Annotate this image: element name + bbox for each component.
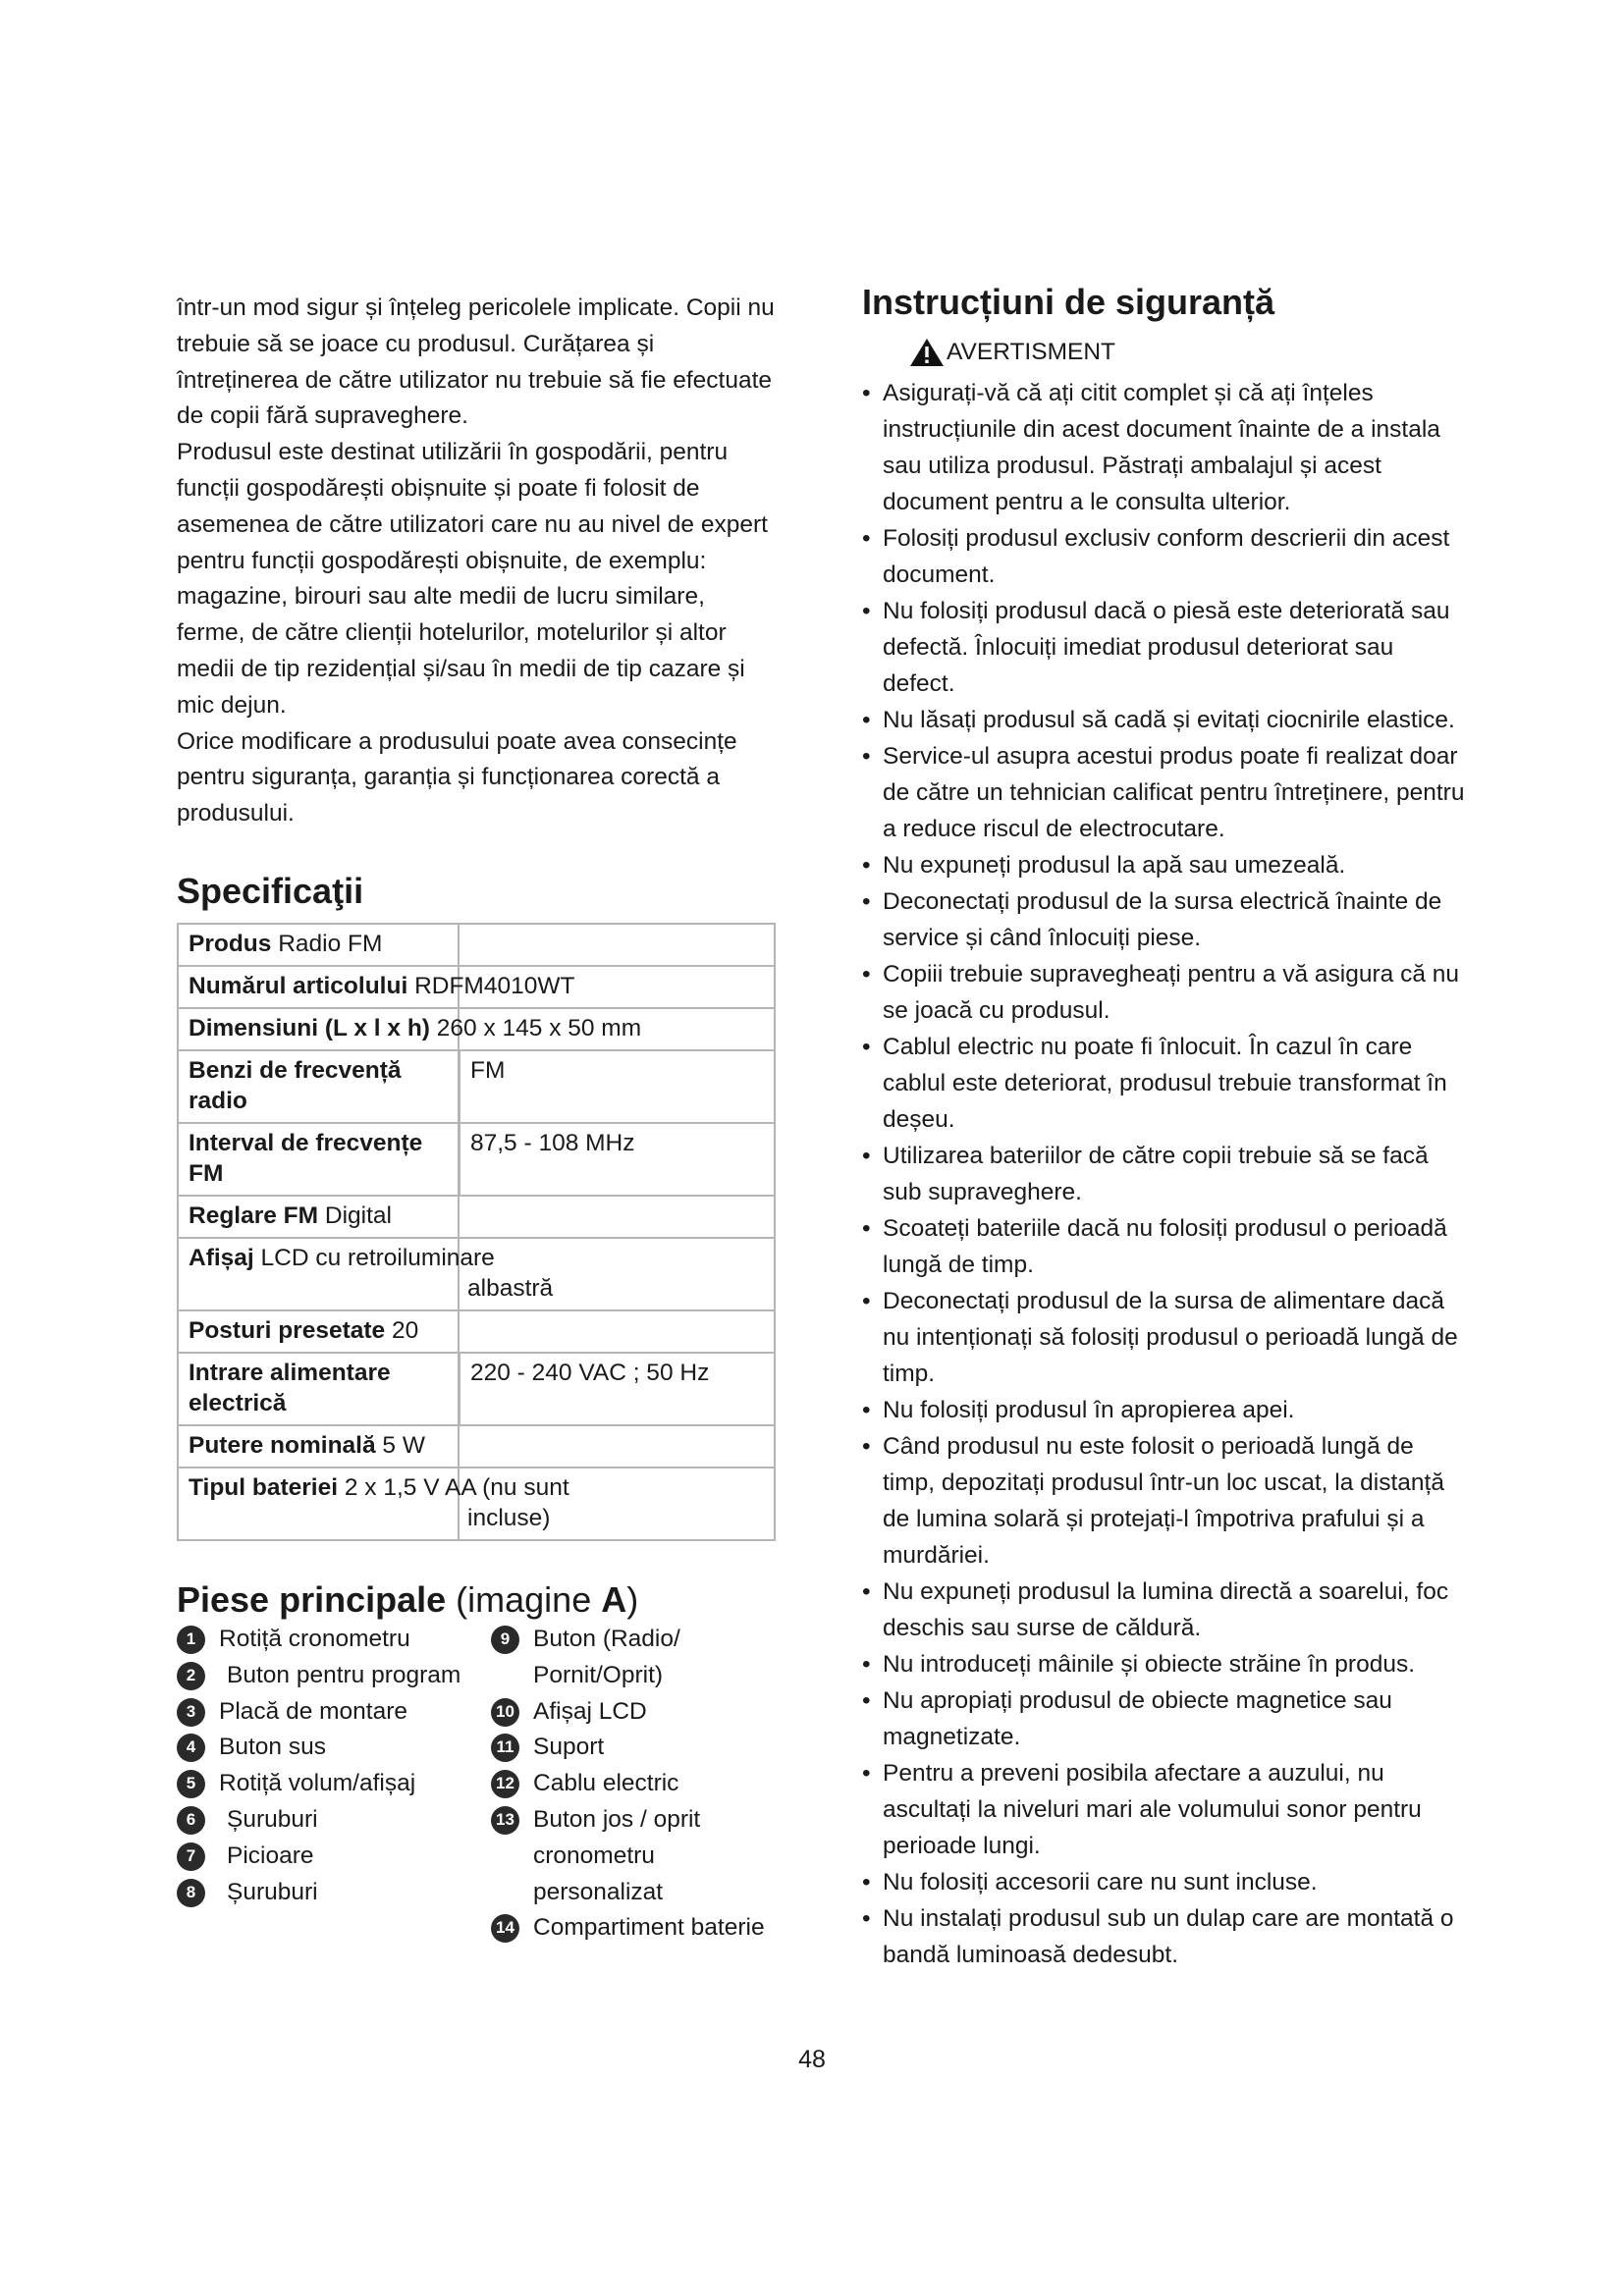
part-label: Rotiță cronometru (219, 1625, 410, 1652)
specifications-table (177, 923, 776, 1541)
safety-item: • Nu instalați produsul sub un dulap care are montată o bandă luminoasă dedesubt. (862, 1900, 1465, 1973)
part-item (491, 1694, 785, 1731)
part-label: Buton (Radio/ Pornit/Oprit) (533, 1625, 680, 1688)
spec-value: 260 x 145 x 50 mm (436, 1014, 642, 1041)
spec-label: Posturi presetate (189, 1316, 386, 1344)
spec-cell (178, 1310, 775, 1353)
part-number-badge: 14 (491, 1914, 519, 1943)
part-item (177, 1839, 471, 1875)
safety-item: • Nu apropiați produsul de obiecte magnetice sau magnetizate. (862, 1682, 1465, 1755)
part-label: Buton sus (219, 1734, 326, 1761)
spec-label: Numărul articolului (189, 972, 408, 999)
right-column (862, 281, 1465, 1973)
safety-item: • Nu folosiți produsul dacă o piesă este deteriorată sau defectă. Înlocuiți imediat produsul deteriorat sau defect. (862, 593, 1465, 702)
safety-item: • Nu expuneți produsul la lumina directă a soarelui, foc deschis sau surse de căldură. (862, 1574, 1465, 1646)
part-item (177, 1658, 471, 1694)
spec-value-continued: albastră (467, 1274, 554, 1302)
safety-item: • Service-ul asupra acestui produs poate fi realizat doar de către un tehnician calificat pentru întreținere, pentru a reduce riscul de electrocutare. (862, 738, 1465, 847)
left-column (177, 291, 776, 1942)
part-number-badge: 9 (491, 1626, 519, 1654)
part-label: Suport (533, 1734, 605, 1761)
intro-paragraph: într-un mod sigur și înțeleg pericolele implicate. Copii nu trebuie să se joace cu produsul. Curățarea și întreținerea de către utilizator nu trebuie să fie efectuate de copii fără supraveghere. (177, 294, 775, 430)
part-label: Buton pentru program (227, 1661, 461, 1688)
spec-value: RDFM4010WT (414, 972, 575, 999)
spec-cell (178, 1468, 775, 1540)
spec-label: Benzi de frecvență radio (189, 1056, 402, 1114)
spec-cell (178, 1238, 775, 1310)
part-label: Buton jos / oprit cronometru personalizat (533, 1805, 701, 1905)
spec-row (178, 1196, 775, 1238)
spec-label: Afișaj (189, 1244, 254, 1271)
main-parts-title: Piese principale (177, 1578, 447, 1620)
specifications-heading: Specificaţii (177, 870, 364, 911)
part-item (177, 1730, 471, 1766)
spec-label-cell (178, 1353, 460, 1425)
spec-value: 220 - 240 VAC ; 50 Hz (470, 1359, 710, 1386)
spec-row (178, 1050, 775, 1123)
spec-row (178, 966, 775, 1008)
page-number: 48 (798, 2046, 826, 2073)
spec-label: Tipul bateriei (189, 1473, 339, 1501)
safety-item: • Deconectați produsul de la sursa de alimentare dacă nu intenționați să folosiți produsul o perioadă lungă de timp. (862, 1283, 1465, 1392)
part-label: Șuruburi (227, 1878, 318, 1905)
main-parts-image-ref-post: ) (626, 1578, 639, 1620)
spec-value-cell (460, 1123, 775, 1196)
spec-label: Interval de frecvențe FM (189, 1129, 423, 1187)
intro-paragraph: Orice modificare a produsului poate avea consecințe pentru siguranța, garanția și funcționarea corectă a produsului. (177, 727, 737, 828)
part-item (491, 1802, 785, 1910)
spec-row (178, 1310, 775, 1353)
part-number-badge: 1 (177, 1626, 205, 1654)
part-label: Picioare (227, 1842, 314, 1869)
part-item (177, 1802, 471, 1839)
spec-cell (178, 924, 775, 966)
intro-text (177, 291, 776, 832)
part-number-badge: 6 (177, 1806, 205, 1835)
warning-line (909, 336, 1465, 369)
part-number-badge: 5 (177, 1770, 205, 1798)
part-number-badge: 3 (177, 1698, 205, 1727)
spec-label-cell (178, 1123, 460, 1196)
part-item (177, 1875, 471, 1911)
parts-column-left (177, 1622, 471, 1910)
main-parts-image-ref-pre: (imagine (456, 1578, 602, 1620)
spec-row (178, 924, 775, 966)
part-number-badge: 8 (177, 1879, 205, 1907)
safety-item: • Nu folosiți accesorii care nu sunt incluse. (862, 1864, 1465, 1900)
safety-item: • Nu folosiți produsul în apropierea apei. (862, 1392, 1465, 1428)
part-number-badge: 7 (177, 1842, 205, 1871)
safety-item: • Nu expuneți produsul la apă sau umezeală. (862, 847, 1465, 883)
part-item (491, 1910, 785, 1947)
safety-item: • Nu lăsați produsul să cadă și evitați ciocnirile elastice. (862, 702, 1465, 738)
part-label: Placă de montare (219, 1697, 408, 1725)
safety-item: • Copiii trebuie supravegheați pentru a vă asigura că nu se joacă cu produsul. (862, 956, 1465, 1029)
spec-value: Radio FM (278, 930, 383, 957)
safety-item: • Utilizarea bateriilor de către copii trebuie să se facă sub supraveghere. (862, 1138, 1465, 1210)
spec-label: Intrare alimentare electrică (189, 1359, 391, 1416)
spec-cell (178, 1008, 775, 1050)
part-item (491, 1730, 785, 1766)
safety-item: • Pentru a preveni posibila afectare a auzului, nu ascultați la niveluri mari ale volumului sonor pentru perioade lungi. (862, 1755, 1465, 1864)
part-item (177, 1622, 471, 1658)
spec-cell (178, 1425, 775, 1468)
spec-row (178, 1425, 775, 1468)
parts-column-right (491, 1622, 785, 1947)
spec-cell (178, 1196, 775, 1238)
spec-value: Digital (324, 1201, 392, 1229)
spec-value: LCD cu retroiluminare (260, 1244, 495, 1271)
main-parts-heading (177, 1578, 776, 1622)
part-label: Șuruburi (227, 1805, 318, 1833)
spec-label-cell (178, 1050, 460, 1123)
intro-paragraph: Produsul este destinat utilizării în gospodării, pentru funcții gospodărești obișnuite și poate fi folosit de asemenea de către utilizatori care nu au nivel de expert pentru funcții gospodărești obișnuite, de exemplu: magazine, birouri sau alte medii de lucru similare, ferme, de către clienții hotelurilor, motelurilor și altor medii de tip rezidențial și/sau în medii de tip cazare și mic dejun. (177, 439, 768, 719)
part-number-badge: 11 (491, 1734, 519, 1762)
spec-value-continued: incluse) (467, 1504, 551, 1531)
spec-value: 20 (391, 1316, 419, 1344)
part-number-badge: 12 (491, 1770, 519, 1798)
part-item (177, 1766, 471, 1802)
part-item (491, 1766, 785, 1802)
safety-item: • Nu introduceți mâinile și obiecte străine în produs. (862, 1646, 1465, 1682)
spec-cell (178, 966, 775, 1008)
part-number-badge: 4 (177, 1734, 205, 1762)
part-label: Compartiment baterie (533, 1914, 765, 1942)
spec-label: Produs (189, 930, 272, 957)
safety-item: • Cablul electric nu poate fi înlocuit. În cazul în care cablul este deteriorat, produsul trebuie transformat în deșeu. (862, 1029, 1465, 1138)
warning-triangle-icon (909, 338, 945, 367)
safety-instructions-list (862, 375, 1465, 1973)
spec-row (178, 1353, 775, 1425)
safety-item: • Scoateți bateriile dacă nu folosiți produsul o perioadă lungă de timp. (862, 1210, 1465, 1283)
part-number-badge: 2 (177, 1662, 205, 1690)
spec-value: 87,5 - 108 MHz (470, 1129, 635, 1156)
spec-row (178, 1008, 775, 1050)
spec-row (178, 1123, 775, 1196)
part-item (177, 1694, 471, 1731)
main-parts-image-letter: A (601, 1578, 627, 1620)
spec-label: Dimensiuni (L x l x h) (189, 1014, 430, 1041)
part-label: Afișaj LCD (533, 1697, 647, 1725)
safety-heading: Instrucțiuni de siguranță (862, 282, 1275, 322)
safety-item: • Folosiți produsul exclusiv conform descrierii din acest document. (862, 520, 1465, 593)
safety-item: • Deconectați produsul de la sursa electrică înainte de service și când înlocuiți piese. (862, 883, 1465, 956)
safety-item: • Când produsul nu este folosit o perioadă lungă de timp, depozitați produsul într-un loc uscat, la distanță de lumina solară și protejați-l împotriva prafului și a murdăriei. (862, 1428, 1465, 1574)
safety-item: • Asigurați-vă că ați citit complet și că ați înțeles instrucțiunile din acest document înainte de a instala sau utiliza produsul. Păstrați ambalajul și acest document pentru a le consulta ulterior. (862, 375, 1465, 520)
spec-label: Putere nominală (189, 1431, 376, 1459)
part-number-badge: 13 (491, 1806, 519, 1835)
spec-row (178, 1468, 775, 1540)
spec-value-cell (460, 1050, 775, 1123)
spec-label: Reglare FM (189, 1201, 319, 1229)
spec-value: 5 W (382, 1431, 425, 1459)
spec-row (178, 1238, 775, 1310)
part-label: Cablu electric (533, 1770, 679, 1797)
part-item (491, 1622, 785, 1694)
spec-value: 2 x 1,5 V AA (nu sunt (344, 1473, 569, 1501)
part-number-badge: 10 (491, 1698, 519, 1727)
warning-label: AVERTISMENT (947, 339, 1115, 365)
spec-value-cell (460, 1353, 775, 1425)
part-label: Rotiță volum/afișaj (219, 1770, 416, 1797)
spec-value: FM (470, 1056, 506, 1084)
